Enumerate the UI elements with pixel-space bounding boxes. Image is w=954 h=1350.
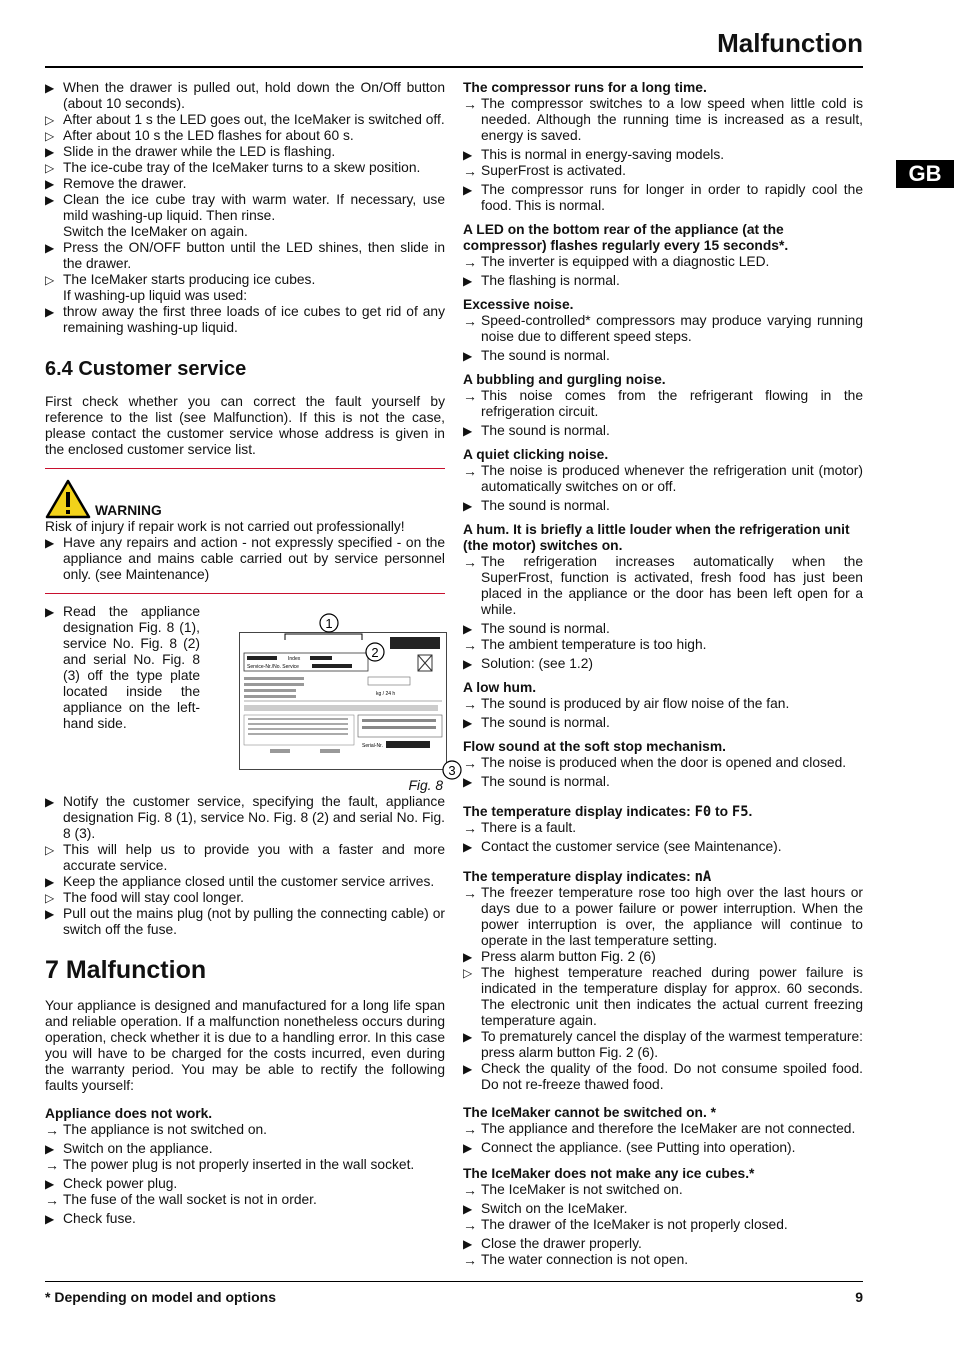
section-list [463, 388, 863, 439]
outline-bullet-icon: ▷ [45, 891, 55, 905]
arrow-icon: → [463, 1121, 477, 1137]
list-item: ▶ This is normal in energy-saving models. [463, 147, 725, 162]
list-item: ▷ The highest temperature reached during power failure is indicated in the temperature display for approx. 60 seconds. The electronic unit then indicates the actual current freezing temperature again. [463, 965, 863, 1028]
customer-service-steps [45, 794, 445, 938]
list-item: ▶ Slide in the drawer while the LED is flashing. [45, 144, 336, 159]
list-item: → The ambient temperature is too high. [463, 637, 707, 653]
section-list [463, 96, 863, 214]
customer-service-paragraph: First check whether you can correct the fault yourself by reference to the list (see Malfunction). If this is not the case, please contact the customer service whose address is given in the enclosed customer service list. [45, 394, 445, 457]
bullet-icon: ▶ [45, 907, 55, 921]
right-column [463, 80, 863, 1268]
plate-index: Index [288, 656, 301, 662]
list-item: If washing-up liquid was used: [63, 288, 248, 303]
temp-f-heading: The temperature display indicates: F0 to F5. [463, 804, 753, 820]
list-item: ▶ Remove the drawer. [45, 176, 187, 191]
bullet-icon: ▶ [45, 241, 55, 255]
bullet-icon: ▶ [463, 622, 473, 636]
bullet-icon: ▶ [45, 1177, 55, 1191]
list-item: ▶ Contact the customer service (see Maintenance). [463, 839, 782, 854]
bullet-icon: ▶ [45, 795, 55, 809]
list-item: → The power plug is not properly inserted in the wall socket. [45, 1157, 415, 1173]
list-item: ▶ Pull out the mains plug (not by pulling the connecting cable) or switch off the fuse. [45, 906, 445, 937]
malfunction-heading: 7 Malfunction [45, 956, 207, 984]
list-item: ▶ Connect the appliance. (see Putting into operation). [463, 1140, 796, 1155]
temp-na-heading: The temperature display indicates: nA [463, 869, 712, 885]
arrow-icon: → [463, 1182, 477, 1198]
list-item: ▶ throw away the first three loads of ice cubes to get rid of any remaining washing-up liquid. [45, 304, 445, 335]
bullet-icon: ▶ [45, 81, 55, 95]
malfunction-sections [463, 80, 863, 790]
bullet-icon: ▶ [463, 1237, 473, 1251]
bullet-icon: ▶ [463, 1141, 473, 1155]
list-item: ▶ Check power plug. [45, 1176, 178, 1191]
callout-1: 1 [325, 616, 333, 631]
arrow-icon: → [463, 696, 477, 712]
list-item: ▶ Switch on the IceMaker. [463, 1201, 628, 1216]
section-list [463, 554, 863, 672]
arrow-icon: → [45, 1122, 59, 1138]
list-item: → The appliance and therefore the IceMaker are not connected. [463, 1121, 856, 1137]
icemaker-sections [463, 1105, 863, 1268]
list-item: ▶ Check fuse. [45, 1211, 136, 1226]
section-heading: Excessive noise. [463, 297, 574, 312]
arrow-icon: → [463, 755, 477, 771]
list-item: ▶ The sound is normal. [463, 498, 610, 513]
bullet-icon: ▶ [45, 536, 55, 550]
bullet-icon: ▶ [463, 1202, 473, 1216]
warning-text: Risk of injury if repair work is not carried out professionally! [45, 519, 405, 534]
arrow-icon: → [463, 96, 477, 112]
plate-service: Service-Nr./No. Service [247, 664, 299, 670]
list-item: → The sound is produced by air flow noise of the fan. [463, 696, 790, 712]
section-heading: The compressor runs for a long time. [463, 80, 707, 95]
list-item: ▶ The sound is normal. [463, 715, 610, 730]
figure-caption: Fig. 8 [408, 778, 443, 793]
section-heading: Flow sound at the soft stop mechanism. [463, 739, 726, 754]
list-item: → The refrigeration increases automatically when the SuperFrost, function is activated, fresh food has just been placed in the appliance or the door has been left open for a while. [463, 554, 863, 617]
bullet-icon: ▶ [463, 716, 473, 730]
list-item: → The inverter is equipped with a diagnostic LED. [463, 254, 770, 270]
footer-note: * Depending on model and options [45, 1289, 276, 1305]
list-item: ▷ This will help us to provide you with a faster and more accurate service. [45, 842, 445, 873]
list-item: → There is a fault. [463, 820, 577, 836]
section-heading: A quiet clicking noise. [463, 447, 609, 462]
bullet-icon: ▶ [45, 605, 55, 619]
list-item: ▶ To prematurely cancel the display of the warmest temperature: press alarm button Fig. 2 (6). [463, 1029, 863, 1060]
list-item: ▷ The IceMaker starts producing ice cubes. [45, 272, 316, 287]
list-item: → The noise is produced whenever the refrigeration unit (motor) automatically switches on or off. [463, 463, 863, 494]
section-list [463, 755, 863, 790]
warning-top-rule [45, 468, 445, 469]
warning-bottom-rule [45, 593, 445, 594]
section-heading: A LED on the bottom rear of the appliance (at the compressor) flashes regularly every 15 seconds*. [463, 222, 789, 253]
list-item: ▶ Keep the appliance closed until the customer service arrives. [45, 874, 435, 889]
list-item: ▶ Press the ON/OFF button until the LED shines, then slide in the drawer. [45, 240, 445, 271]
section-heading: A bubbling and gurgling noise. [463, 372, 666, 387]
bullet-icon: ▶ [463, 775, 473, 789]
bullet-icon: ▶ [45, 177, 55, 191]
list-item: ▷ After about 1 s the LED goes out, the IceMaker is switched off. [45, 112, 445, 127]
list-item: → Speed-controlled* compressors may produce varying running noise due to different speed steps. [463, 313, 863, 344]
figure-text: ▶ Read the appliance designation Fig. 8 (1), service No. Fig. 8 (2) and serial No. Fig. 8 (3) off the type plate located inside the appliance on the left-hand side. [45, 604, 200, 731]
list-item: ▶ The sound is normal. [463, 348, 610, 363]
list-item: → The noise is produced when the door is opened and closed. [463, 755, 847, 771]
plate-kg: kg / 24 h [376, 691, 396, 697]
list-item: Switch the IceMaker on again. [63, 224, 248, 239]
bullet-icon: ▶ [463, 148, 473, 162]
bullet-icon: ▶ [45, 193, 55, 207]
bullet-icon: ▶ [463, 499, 473, 513]
section-heading: The IceMaker does not make any ice cubes.* [463, 1166, 755, 1181]
arrow-icon: → [463, 637, 477, 653]
header-rule [45, 66, 863, 68]
figure-8-block [45, 604, 456, 794]
section-list [463, 696, 863, 731]
section-heading: A hum. It is briefly a little louder when the refrigeration unit (the motor) switches on. [463, 522, 850, 553]
arrow-icon: → [463, 1252, 477, 1268]
plate-serial: Serial-Nr. [362, 743, 383, 749]
list-item: → The freezer temperature rose too high over the last hours or days due to a power failure or power interruption. When the power interruption is over, the appliance will continue to operate in the last temperature setting. [463, 885, 863, 948]
arrow-icon: → [463, 463, 477, 479]
arrow-icon: → [463, 1217, 477, 1233]
no-work-heading: Appliance does not work. [45, 1106, 213, 1121]
arrow-icon: → [45, 1192, 59, 1208]
bullet-icon: ▶ [45, 1212, 55, 1226]
warning-triangle-icon [45, 479, 91, 519]
list-item: ▶ Check the quality of the food. Do not consume spoiled food. Do not re-freeze thawed food. [463, 1061, 863, 1092]
section-list [463, 313, 863, 364]
page-number: 9 [855, 1289, 863, 1305]
bullet-icon: ▶ [45, 145, 55, 159]
callouts-overlay [307, 612, 456, 792]
list-item: ▶ Switch on the appliance. [45, 1141, 213, 1156]
no-work-list [45, 1122, 445, 1227]
bullet-icon: ▶ [463, 840, 473, 854]
bullet-icon: ▶ [463, 950, 473, 964]
left-column [45, 80, 456, 1227]
outline-bullet-icon: ▷ [45, 129, 55, 143]
list-item: → The IceMaker is not switched on. [463, 1182, 683, 1198]
list-item: ▷ The ice-cube tray of the IceMaker turns to a skew position. [45, 160, 421, 175]
temp-na-list [463, 885, 863, 1093]
bullet-icon: ▶ [463, 183, 473, 197]
bullet-icon: ▶ [463, 349, 473, 363]
section-list [463, 463, 863, 514]
list-item: → The fuse of the wall socket is not in order. [45, 1192, 317, 1208]
warning-box [45, 479, 445, 519]
outline-bullet-icon: ▷ [45, 843, 55, 857]
arrow-icon: → [45, 1157, 59, 1173]
bullet-icon: ▶ [45, 305, 55, 319]
arrow-icon: → [463, 885, 477, 901]
warning-item: ▶ Have any repairs and action - not expressly specified - on the appliance and mains cable carried out by service personnel only. (see Maintenance) [45, 535, 445, 582]
list-item: ▶ The sound is normal. [463, 774, 610, 789]
callout-3: 3 [448, 763, 456, 778]
arrow-icon: → [463, 820, 477, 836]
section-list [463, 254, 863, 289]
list-item: ▶ The sound is normal. [463, 621, 610, 636]
bullet-icon: ▶ [463, 424, 473, 438]
list-item: ▶ The flashing is normal. [463, 273, 620, 288]
malfunction-paragraph: Your appliance is designed and manufactured for a long life span and reliable operation. If a malfunction nonetheless occurs during operation, check whether it is due to a handling error. In this case you will have to be charged for the costs incurred, even during the warranty period. You may be able to rectify the following faults yourself: [45, 998, 445, 1093]
bullet-icon: ▶ [463, 274, 473, 288]
list-item: → SuperFrost is activated. [463, 163, 626, 179]
section-heading: A low hum. [463, 680, 537, 695]
bullet-icon: ▶ [463, 657, 473, 671]
callout-2: 2 [371, 645, 379, 660]
arrow-icon: → [463, 254, 477, 270]
arrow-icon: → [463, 388, 477, 404]
list-item: ▶ Press alarm button Fig. 2 (6) [463, 949, 656, 964]
list-item: → The water connection is not open. [463, 1252, 689, 1268]
list-item: ▶ Clean the ice cube tray with warm water. If necessary, use mild washing-up liquid. Then rinse. [45, 192, 445, 223]
outline-bullet-icon: ▷ [463, 966, 473, 980]
list-item: ▷ The food will stay cool longer. [45, 890, 244, 905]
arrow-icon: → [463, 554, 477, 570]
list-item: ▷ After about 10 s the LED flashes for about 60 s. [45, 128, 354, 143]
list-item: ▶ When the drawer is pulled out, hold down the On/Off button (about 10 seconds). [45, 80, 445, 111]
list-item: ▶ Close the drawer properly. [463, 1236, 642, 1251]
outline-bullet-icon: ▷ [45, 113, 55, 127]
temp-f-list [463, 820, 863, 855]
footer-rule [45, 1281, 863, 1282]
list-item: ▶ The sound is normal. [463, 423, 610, 438]
customer-service-heading: 6.4 Customer service [45, 358, 247, 380]
arrow-icon: → [463, 313, 477, 329]
section-list [463, 1182, 863, 1268]
list-item: ▶ Notify the customer service, specifying the fault, appliance designation Fig. 8 (1), service No. Fig. 8 (2) and serial No. Fig. 8 (3). [45, 794, 445, 841]
list-item: ▶ Solution: (see 1.2) [463, 656, 593, 671]
arrow-icon: → [463, 163, 477, 179]
warning-label: WARNING [95, 503, 162, 518]
bullet-icon: ▶ [463, 1030, 473, 1044]
list-item: → The compressor switches to a low speed when little cold is needed. Although the running time is increased as a result, energy is saved. [463, 96, 863, 143]
list-item: ▶ The compressor runs for longer in order to rapidly cool the food. This is normal. [463, 182, 863, 213]
outline-bullet-icon: ▷ [45, 273, 55, 287]
bullet-icon: ▶ [45, 1142, 55, 1156]
list-item: → The appliance is not switched on. [45, 1122, 268, 1138]
list-item: → The drawer of the IceMaker is not properly closed. [463, 1217, 788, 1233]
section-heading: The IceMaker cannot be switched on. * [463, 1105, 717, 1120]
section-list [463, 1121, 863, 1156]
outline-bullet-icon: ▷ [45, 161, 55, 175]
list-item: → This noise comes from the refrigerant flowing in the refrigeration circuit. [463, 388, 863, 419]
page-title: Malfunction [717, 28, 863, 58]
icemaker-steps [45, 80, 445, 336]
bullet-icon: ▶ [45, 875, 55, 889]
bullet-icon: ▶ [463, 1062, 473, 1076]
language-tab: GB [896, 160, 954, 188]
